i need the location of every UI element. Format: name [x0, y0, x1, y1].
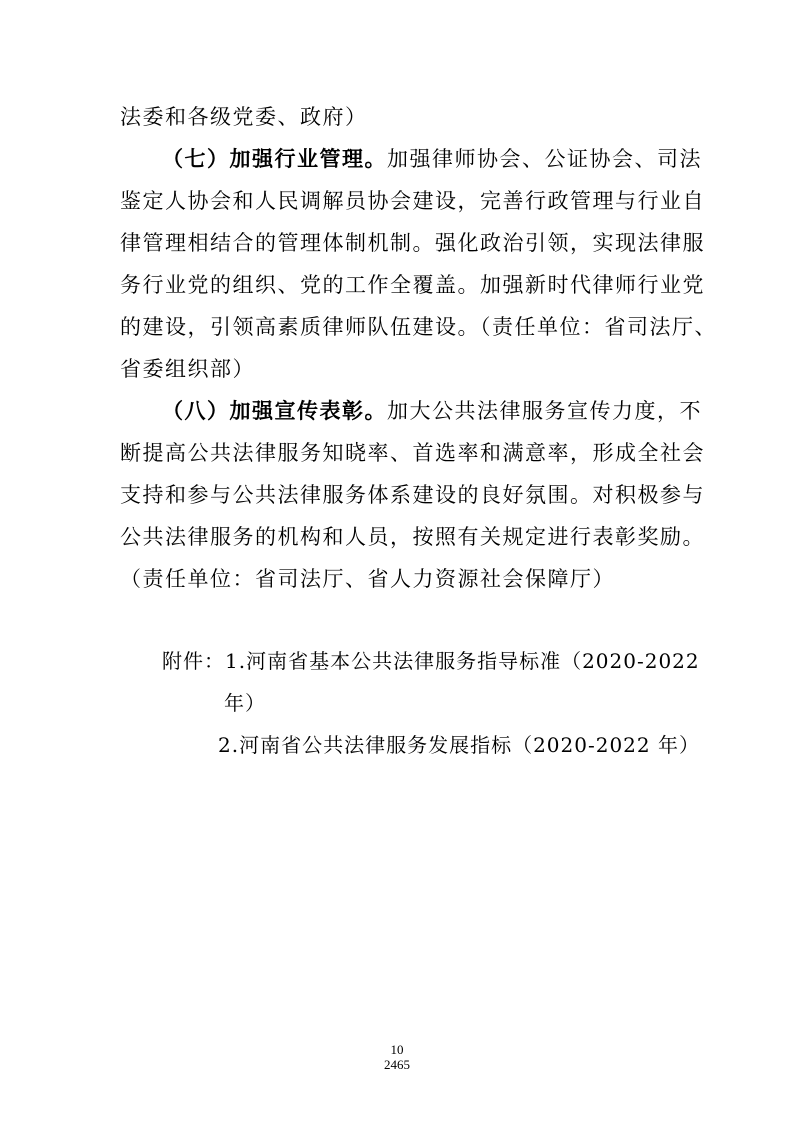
paragraph-8-heading: （八）加强宣传表彰。: [162, 399, 387, 423]
body-line: 公共法律服务的机构和人员，按照有关规定进行表彰奖励。: [120, 525, 705, 549]
attachment-first-line: [162, 648, 700, 674]
body-line: 务行业党的组织、党的工作全覆盖。加强新时代律师行业党: [120, 273, 705, 297]
paragraph-7-first-line: [162, 146, 702, 172]
body-line: 鉴定人协会和人民调解员协会建设，完善行政管理与行业自: [120, 189, 705, 213]
attachment-label: 附件：: [162, 649, 225, 673]
body-line: 法委和各级党委、政府）: [120, 105, 368, 129]
body-line: 的建设，引领高素质律师队伍建设。（责任单位：省司法厅、: [120, 315, 717, 339]
body-line: 省委组织部）: [120, 357, 255, 381]
attachment-item-2: 2.河南省公共法律服务发展指标（2020-2022 年）: [218, 733, 700, 757]
paragraph-7-text: 加强律师协会、公证协会、司法: [387, 147, 702, 171]
paragraph-7-heading: （七）加强行业管理。: [162, 147, 387, 171]
total-page-number: 2465: [384, 1057, 410, 1072]
body-line: 律管理相结合的管理体制机制。强化政治引领，实现法律服: [120, 231, 705, 255]
body-line: 断提高公共法律服务知晓率、首选率和满意率，形成全社会: [120, 441, 705, 465]
paragraph-8-first-line: [162, 398, 702, 424]
page-number: 10: [390, 1042, 404, 1057]
paragraph-8-text: 加大公共法律服务宣传力度，不: [387, 399, 702, 423]
body-line: （责任单位：省司法厅、省人力资源社会保障厅）: [120, 567, 615, 591]
attachment-item-1: 1.河南省基本公共法律服务指导标准（2020-2022: [225, 649, 700, 673]
attachment-item-1-continuation: 年）: [224, 691, 266, 715]
body-line: 支持和参与公共法律服务体系建设的良好氛围。对积极参与: [120, 483, 705, 507]
